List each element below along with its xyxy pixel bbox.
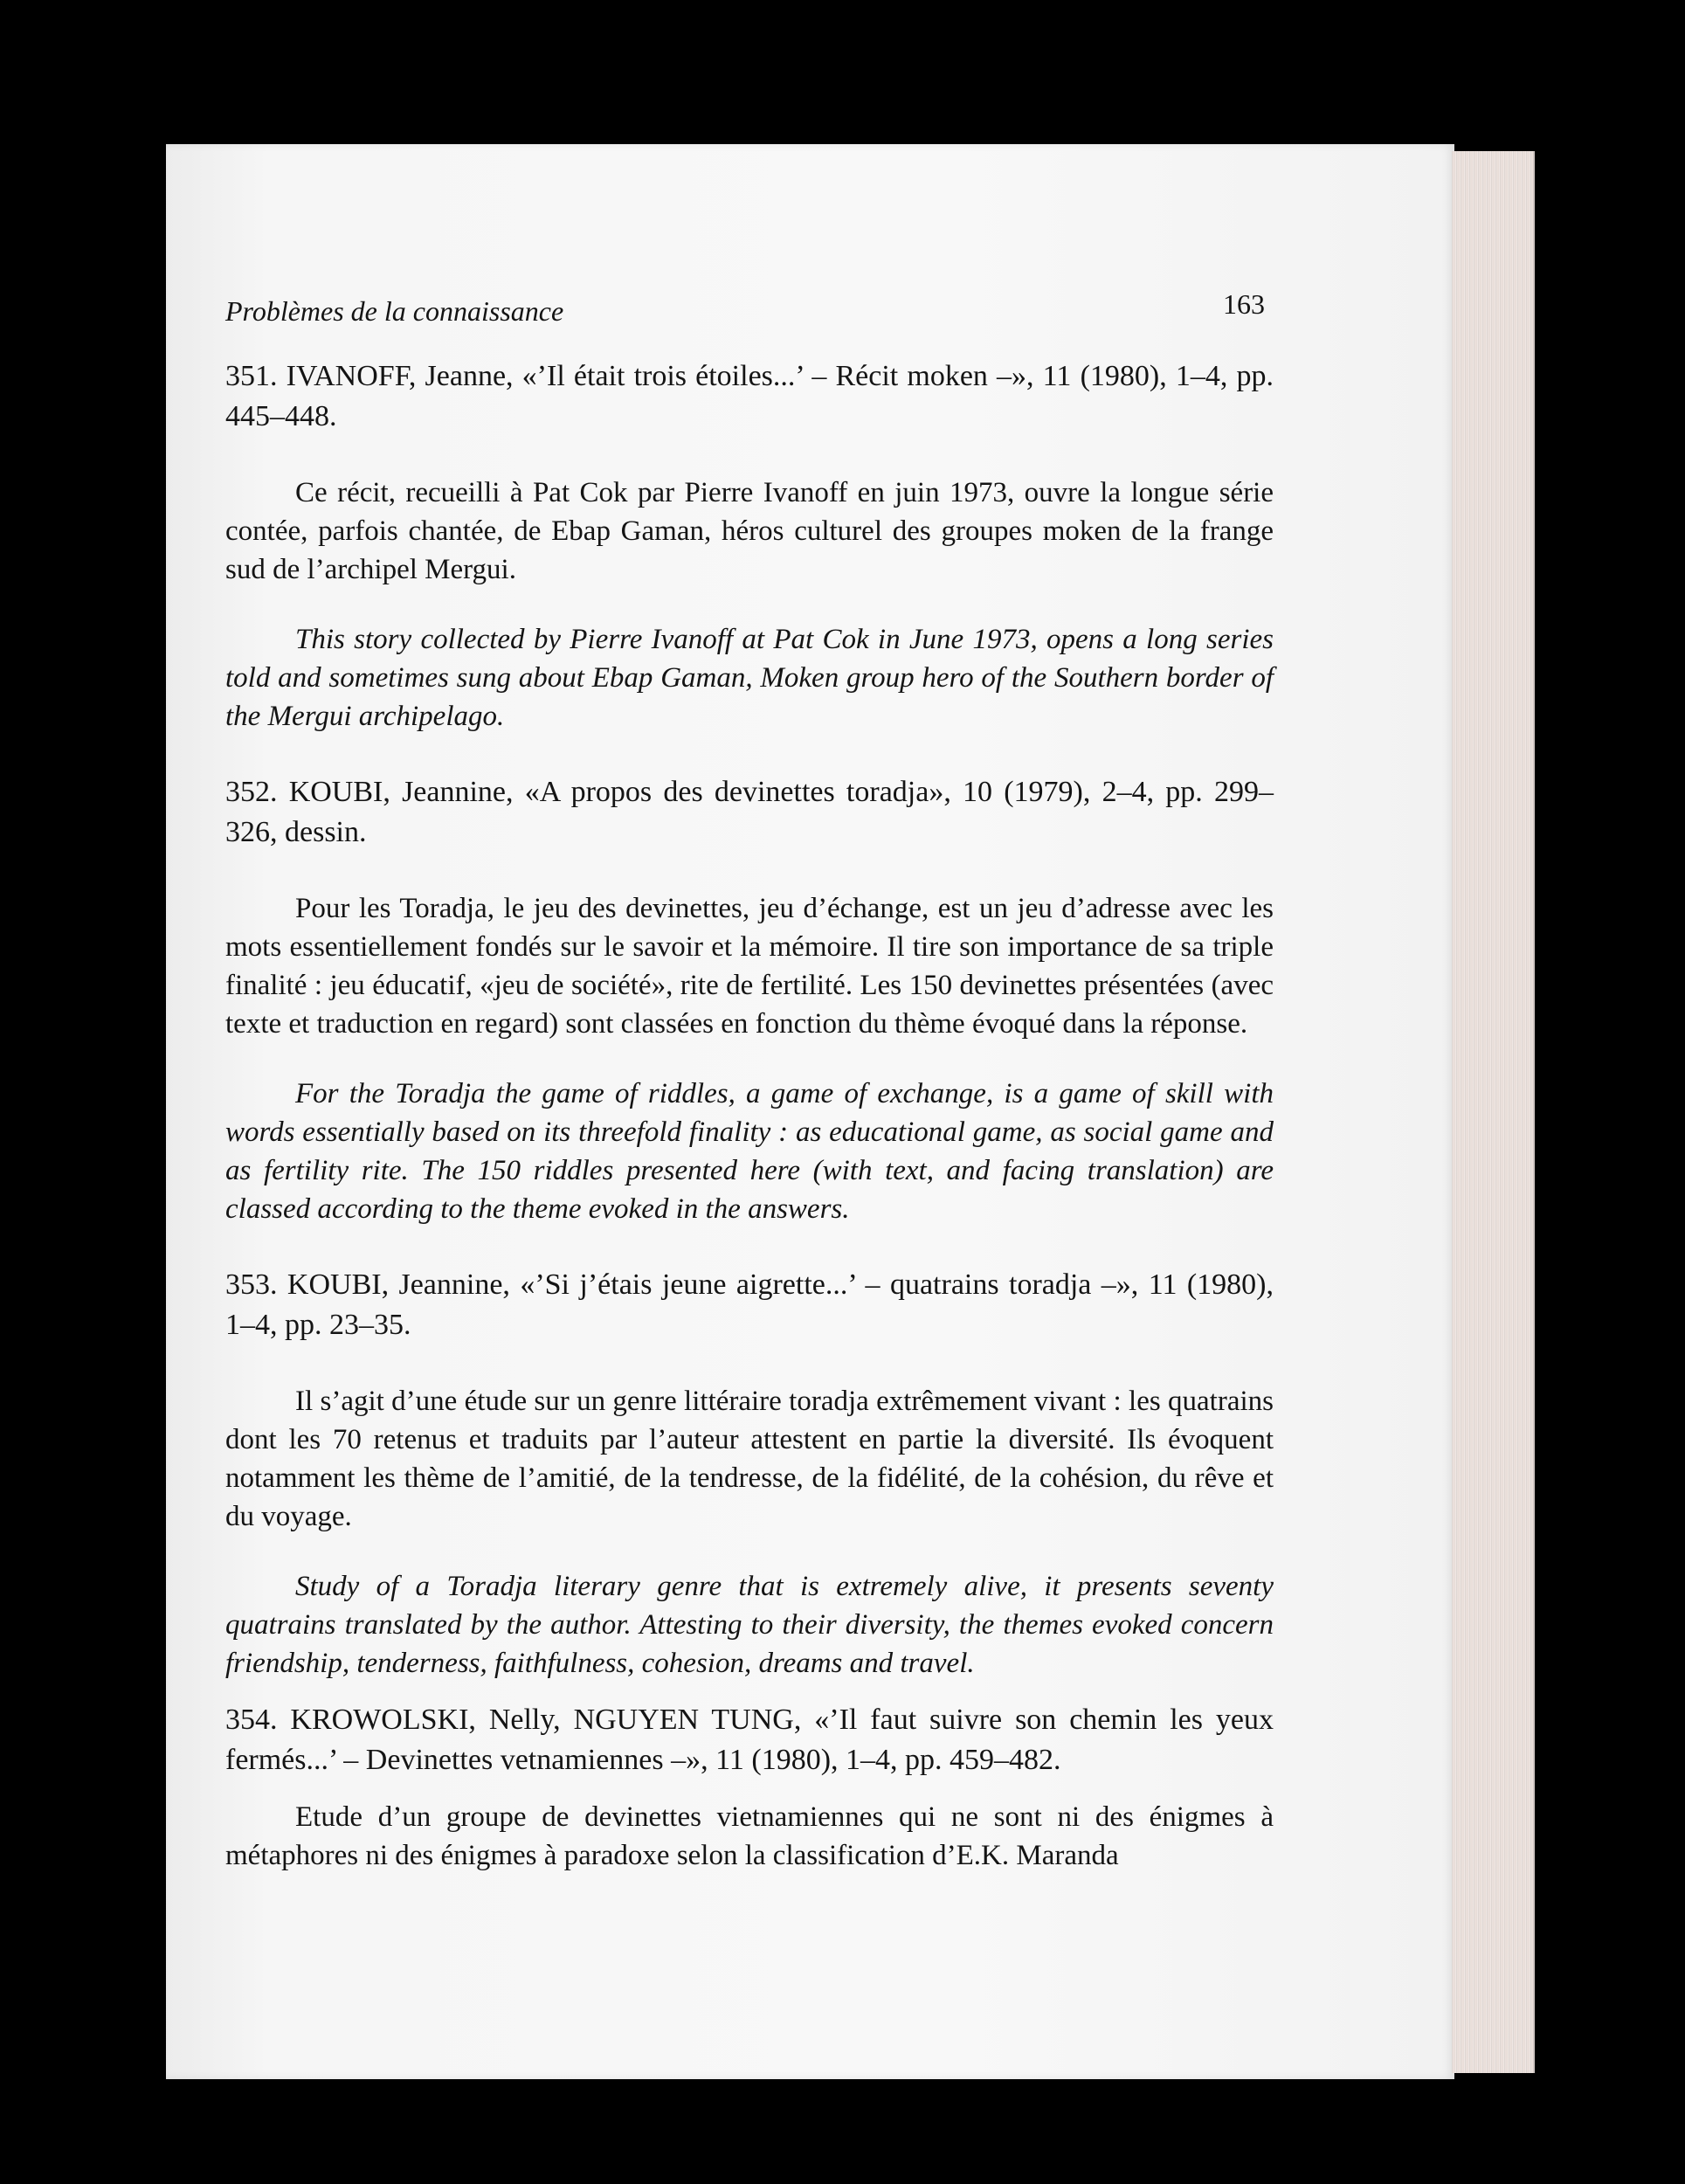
page-content xyxy=(225,288,1274,1875)
page-number: 163 xyxy=(1223,288,1265,320)
entry-354 xyxy=(225,1700,1274,1875)
entry-summary-fr: Pour les Toradja, le jeu des devinettes, jeu d’échange, est un jeu d’adresse avec les mots essentiellement fondés sur le savoir et la mémoire. Il tire son importance de sa triple finalité : jeu éducatif, «jeu de société», rite de fertilité. Les 150 devinettes présentées (avec texte et traduction en regard) sont classées en fonction du thème évoqué dans la réponse. xyxy=(225,893,1274,1040)
entry-352 xyxy=(225,772,1274,1228)
book xyxy=(166,144,1533,2079)
entry-summary-en: Study of a Toradja literary genre that is extremely alive, it presents seventy quatrains translated by the author. Attesting to their diversity, the themes evoked concern friendship, tenderness, faithfulness, cohesion, dreams and travel. xyxy=(225,1571,1274,1679)
entry-summary-fr: Ce récit, recueilli à Pat Cok par Pierre Ivanoff en juin 1973, ouvre la longue série contée, parfois chantée, de Ebap Gaman, héros culturel des groupes moken de la frange sud de l’archipel Mergui. xyxy=(225,477,1274,585)
running-head xyxy=(225,288,1274,341)
entry-citation: 351. IVANOFF, Jeanne, «’Il était trois étoiles...’ – Récit moken –», 11 (1980), 1–4, pp. 445–448. xyxy=(225,360,1274,432)
entry-summary-en: This story collected by Pierre Ivanoff at Pat Cok in June 1973, opens a long series told and sometimes sung about Ebap Gaman, Moken group hero of the Southern border of the Mergui archipelago. xyxy=(225,624,1274,732)
entry-citation: 354. KROWOLSKI, Nelly, NGUYEN TUNG, «’Il faut suivre son chemin les yeux fermés...’ – Devinettes vetnamiennes –», 11 (1980), 1–4, pp. 459–482. xyxy=(225,1704,1274,1776)
running-title: Problèmes de la connaissance xyxy=(225,295,564,327)
entry-citation: 352. KOUBI, Jeannine, «A propos des devinettes toradja», 10 (1979), 2–4, pp. 299–326, dessin. xyxy=(225,776,1274,848)
entry-summary-fr: Etude d’un groupe de devinettes vietnamiennes qui ne sont ni des énigmes à métaphores ni des énigmes à paradoxe selon la classification d’E.K. Maranda xyxy=(225,1801,1274,1871)
entry-citation: 353. KOUBI, Jeannine, «’Si j’étais jeune aigrette...’ – quatrains toradja –», 11 (1980), 1–4, pp. 23–35. xyxy=(225,1268,1274,1341)
book-page xyxy=(166,144,1454,2079)
entry-353 xyxy=(225,1265,1274,1683)
page-block-edge xyxy=(1452,151,1535,2073)
entry-351 xyxy=(225,356,1274,736)
entry-summary-fr: Il s’agit d’une étude sur un genre littéraire toradja extrêmement vivant : les quatrains dont les 70 retenus et traduits par l’auteur attestent en partie la diversité. Ils évoquent notamment les thème de l’amitié, de la tendresse, de la fidélité, de la cohésion, du rêve et du voyage. xyxy=(225,1386,1274,1532)
entry-summary-en: For the Toradja the game of riddles, a game of exchange, is a game of skill with words essentially based on its threefold finality : as educational game, as social game and as fertility rite. The 150 riddles presented here (with text, and facing translation) are classed according to the theme evoked in the answers. xyxy=(225,1078,1274,1225)
